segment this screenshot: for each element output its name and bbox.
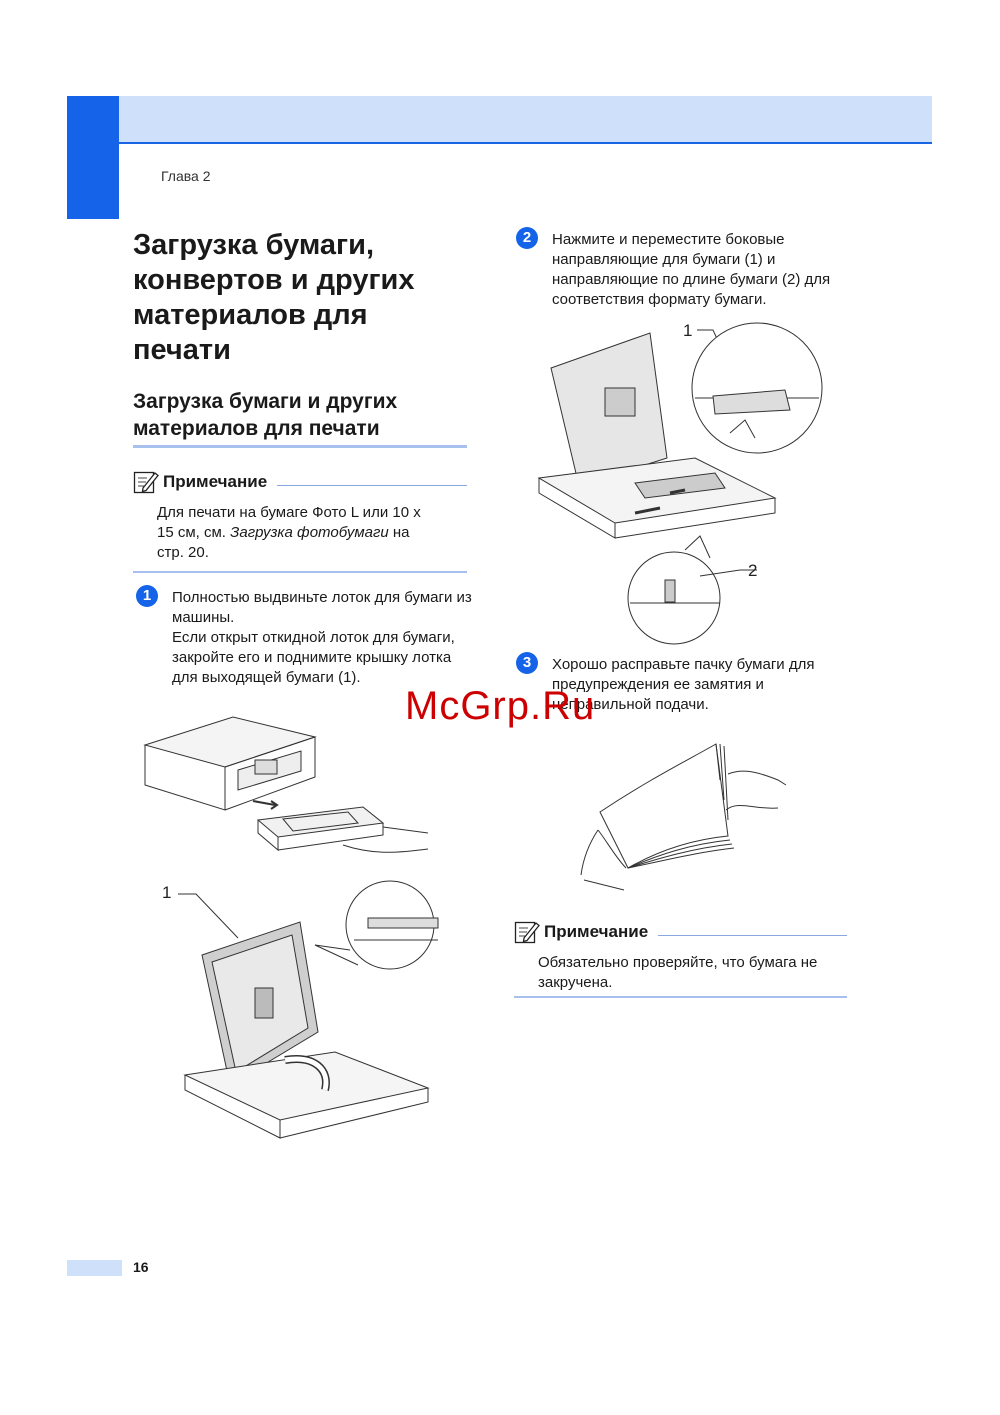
note-text (157, 503, 427, 563)
note-text: Обязательно проверяйте, что бумага не закручена. (538, 954, 818, 991)
note-title-rule (658, 935, 847, 936)
note-pencil-icon (133, 469, 159, 495)
step-number-icon: 2 (516, 227, 538, 249)
printer-tray-illustration (143, 715, 433, 865)
note-box (514, 919, 847, 993)
note-header (133, 469, 467, 495)
chapter-tab (67, 96, 119, 219)
header-band (119, 96, 932, 142)
callout-label: 1 (162, 883, 172, 902)
fan-paper-illustration (578, 740, 788, 890)
section-title: Загрузка бумаги и других материалов для печати (133, 390, 398, 440)
note-pencil-icon (514, 919, 540, 945)
note-header (514, 919, 847, 945)
step-number-icon: 3 (516, 652, 538, 674)
note-bottom-rule (133, 571, 467, 573)
page-number: 16 (133, 1259, 149, 1275)
note-title: Примечание (163, 472, 268, 491)
note-bottom-rule (514, 996, 847, 998)
step-1-text (172, 588, 472, 688)
step-3-text: Хорошо расправьте пачку бумаги для предупреждения ее замятия и неправильной подачи. (552, 656, 815, 713)
step-number-icon: 1 (136, 585, 158, 607)
section-rule (133, 445, 467, 448)
step-1-line-b: Если открыт откидной лоток для бумаги, закройте его и поднимите крышку лотка для выходящей бумаги (1). (172, 629, 455, 686)
page-title: Загрузка бумаги, конвертов и других материалов для печати (133, 229, 415, 366)
step-1-line-a: Полностью выдвиньте лоток для бумаги из машины. (172, 589, 472, 626)
note-text-part: Для печати на бумаге Фото L или 10 x 15 см, см. (157, 504, 421, 541)
watermark: McGrp.Ru (405, 684, 596, 728)
note-title: Примечание (544, 922, 649, 941)
chapter-label: Глава 2 (161, 168, 211, 184)
note-box (133, 469, 467, 563)
note-link[interactable]: Загрузка фотобумаги (230, 524, 389, 541)
tray-flap-illustration (160, 880, 440, 1150)
note-text-part: на стр. 20. (157, 524, 410, 561)
step-2-text: Нажмите и переместите боковые направляющие для бумаги (1) и направляющие по длине бумаги (2) для соответствия формату бумаги. (552, 231, 831, 308)
note-title-rule (277, 485, 467, 486)
callout-label: 1 (683, 321, 693, 340)
header-rule (119, 142, 932, 144)
callout-label: 2 (748, 561, 758, 580)
paper-guides-illustration (535, 318, 825, 653)
page-number-bar (67, 1260, 122, 1276)
